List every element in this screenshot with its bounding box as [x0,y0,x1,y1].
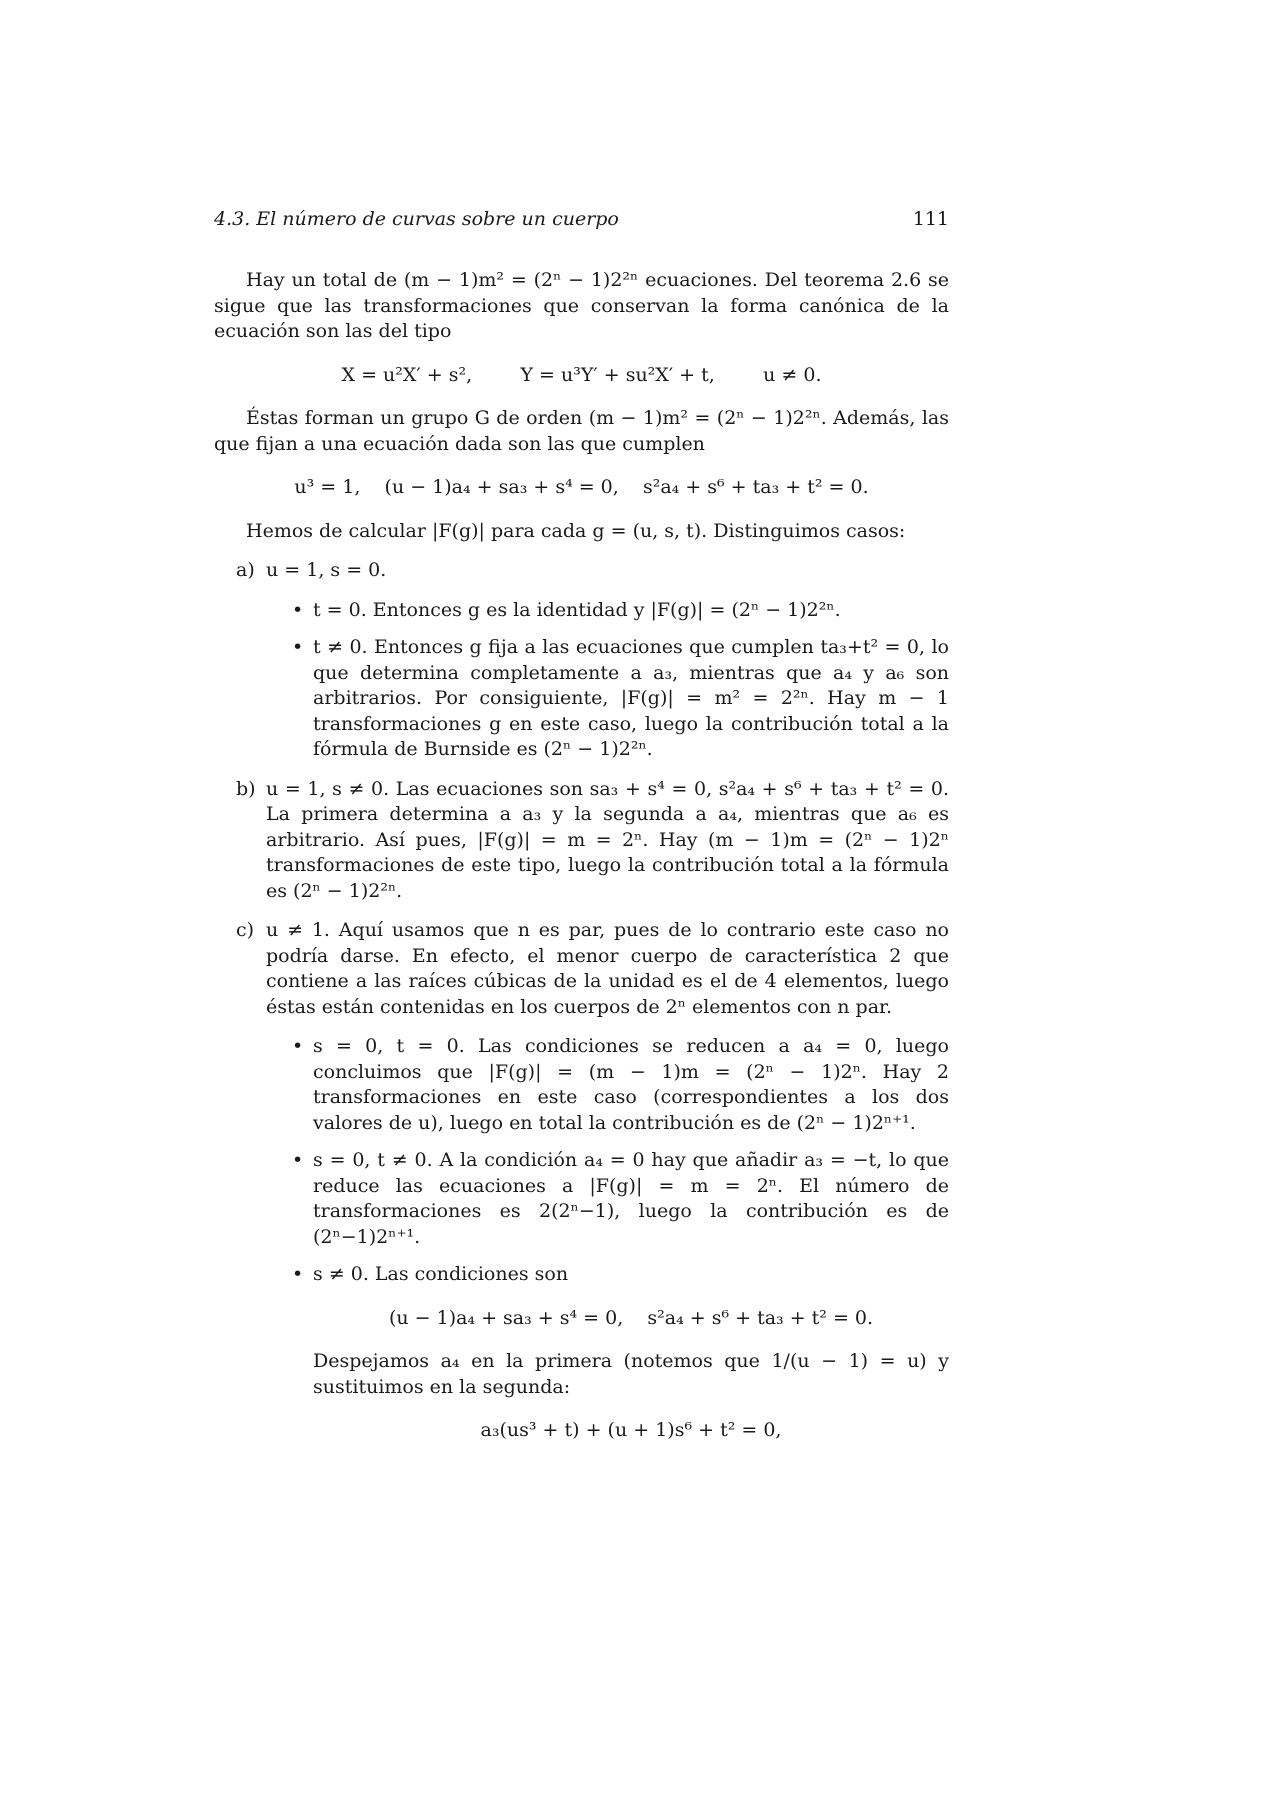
bullet-icon: • [292,598,304,621]
list-item [214,1262,949,1288]
list-item [214,598,949,624]
bullet-text: s = 0, t ≠ 0. A la condición a₄ = 0 hay que añadir a₃ = −t, lo que reduce las ecuaciones a |F(g)| = m = 2ⁿ. El número de transformaciones es 2(2ⁿ−1), luego la contribución es de (2ⁿ−1)2ⁿ⁺¹. [313,1149,949,1248]
section-title: 4.3. El número de curvas sobre un cuerpo [214,208,619,230]
case-a-label: a) [236,559,255,581]
equation-fixed-conditions: u³ = 1, (u − 1)a₄ + sa₃ + s⁴ = 0, s²a₄ + s⁶ + ta₃ + t² = 0. [294,476,869,498]
case-a [214,558,949,584]
equation-transformations: X = u²X′ + s², Y = u³Y′ + su²X′ + t, u ≠ 0. [341,363,822,386]
paragraph-3: Hemos de calcular |F(g)| para cada g = (u, s, t). Distinguimos casos: [246,519,906,542]
equation-conditions: (u − 1)a₄ + sa₃ + s⁴ = 0, s²a₄ + s⁶ + ta₃ + t² = 0. [388,1306,874,1329]
case-b-label: b) [236,777,256,800]
paragraph-1: Hay un total de (m − 1)m² = (2ⁿ − 1)2²ⁿ ecuaciones. Del teorema 2.6 se sigue que las transformaciones que conservan la forma canónica de la ecuación son las del tipo [214,269,949,342]
list-item [214,1034,949,1136]
list-item [214,1148,949,1250]
bullet-icon: • [292,1035,304,1057]
case-b-text: u = 1, s ≠ 0. Las ecuaciones son sa₃ + s⁴ = 0, s²a₄ + s⁶ + ta₃ + t² = 0. La primera determina a a₃ y la segunda a a₄, mientras que a₆ es arbitrario. Así pues, |F(g)| = m = 2ⁿ. Hay (m − 1)m = (2ⁿ − 1)2ⁿ transformaciones de este tipo, luego la contribución total a la fórmula es (2ⁿ − 1)2²ⁿ. [266,777,949,902]
equation-substitution: a₃(us³ + t) + (u + 1)s⁶ + t² = 0, [480,1419,782,1441]
bullet-icon: • [292,1149,304,1171]
case-c-label: c) [236,919,255,941]
case-c-text: u ≠ 1. Aquí usamos que n es par, pues de lo contrario este caso no podría darse. En efecto, el menor cuerpo de característica 2 que contiene a las raíces cúbicas de la unidad es el de 4 elementos, luego éstas están contenidas en los cuerpos de 2ⁿ elementos con n par. [266,919,949,1018]
list-item [214,635,949,763]
paragraph-2: Éstas forman un grupo G de orden (m − 1)m² = (2ⁿ − 1)2²ⁿ. Además, las que fijan a una ecuación dada son las que cumplen [214,407,949,455]
bullet-icon: • [292,1263,304,1285]
bullet-text: s = 0, t = 0. Las condiciones se reducen a a₄ = 0, luego concluimos que |F(g)| = (m − 1)m = (2ⁿ − 1)2ⁿ. Hay 2 transformaciones en este caso (correspondientes a los dos valores de u), luego en total la contribución es de (2ⁿ − 1)2ⁿ⁺¹. [313,1035,949,1134]
main-text [214,268,949,1462]
page-number: 111 [912,208,949,230]
case-a-text: u = 1, s = 0. [266,559,387,581]
case-c [214,918,949,1020]
bullet-text: s ≠ 0. Las condiciones son [313,1263,569,1285]
bullet-icon: • [292,636,304,658]
bullet-text: t ≠ 0. Entonces g fija a las ecuaciones que cumplen ta₃+t² = 0, lo que determina completamente a a₃, mientras que a₄ y a₆ son arbitrarios. Por consiguiente, |F(g)| = m² = 2²ⁿ. Hay m − 1 transformaciones g en este caso, luego la contribución total a la fórmula de Burnside es (2ⁿ − 1)2²ⁿ. [313,636,949,760]
paragraph-4: Despejamos a₄ en la primera (notemos que 1/(u − 1) = u) y sustituimos en la segunda: [313,1350,949,1398]
bullet-text: t = 0. Entonces g es la identidad y |F(g)| = (2ⁿ − 1)2²ⁿ. [313,598,841,621]
case-a-bullets [214,598,949,763]
case-b [214,777,949,905]
running-head [214,208,949,230]
case-c-bullets [214,1034,949,1288]
